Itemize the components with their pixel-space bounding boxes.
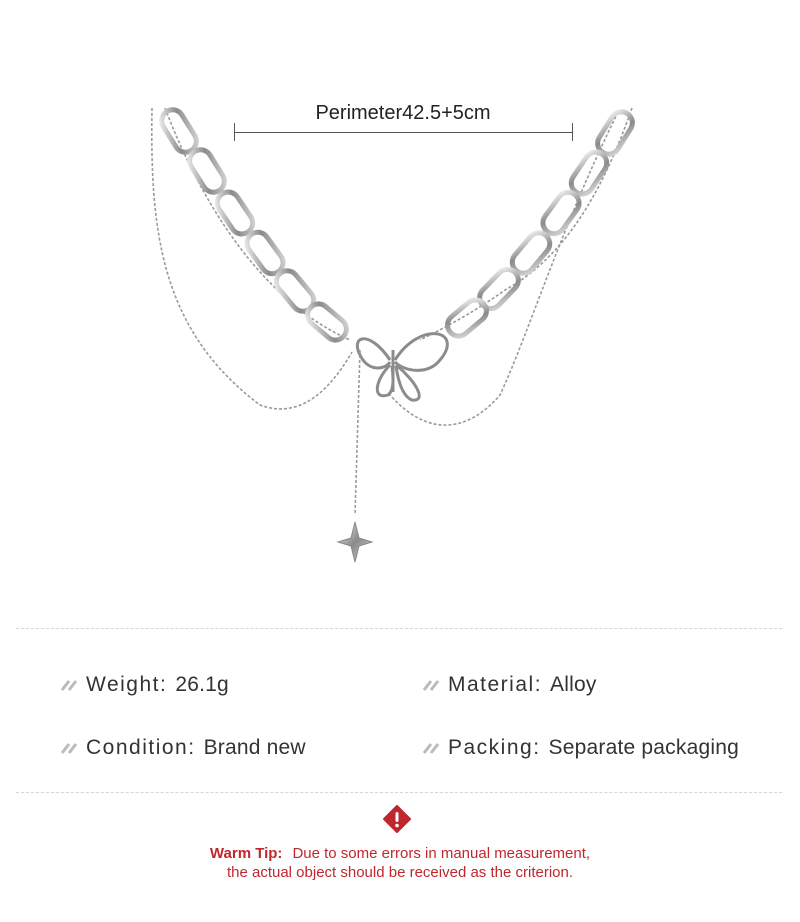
- spec-label: Material:: [448, 673, 543, 696]
- warm-tip-label: Warm Tip:: [209, 845, 283, 862]
- spec-weight: [60, 673, 229, 697]
- measurement-tick-left: [234, 123, 235, 141]
- link-chain-left: [157, 106, 350, 345]
- drop-chain: [355, 350, 360, 515]
- warm-tip-text-1: Due to some errors in manual measurement,: [292, 845, 591, 862]
- butterfly-pendant: [357, 334, 447, 401]
- double-slash-icon: [60, 678, 78, 692]
- spec-condition: [60, 736, 306, 760]
- link-chain-right: [443, 108, 636, 341]
- divider-bottom: [16, 792, 782, 793]
- star-charm: [338, 522, 372, 562]
- spec-label: Packing:: [448, 736, 541, 759]
- spec-label: Condition:: [86, 736, 196, 759]
- warning-icon: [383, 805, 411, 833]
- double-slash-icon: [422, 741, 440, 755]
- divider-top: [16, 628, 782, 629]
- spec-value: Brand new: [203, 736, 306, 759]
- spec-value: 26.1g: [175, 673, 229, 696]
- measurement-tick-right: [572, 123, 573, 141]
- double-slash-icon: [422, 678, 440, 692]
- spec-label: Weight:: [86, 673, 168, 696]
- spec-packing: [422, 736, 739, 760]
- spec-material: [422, 673, 597, 697]
- warm-tip-line-1: [0, 845, 800, 862]
- measurement-label: Perimeter42.5+5cm: [315, 102, 491, 124]
- spec-value: Alloy: [550, 673, 597, 696]
- double-slash-icon: [60, 741, 78, 755]
- spec-value: Separate packaging: [548, 736, 739, 759]
- warm-tip-text-2: the actual object should be received as the criterion.: [226, 864, 574, 881]
- warm-tip-line-2: [0, 864, 800, 881]
- measurement-line: [234, 132, 572, 133]
